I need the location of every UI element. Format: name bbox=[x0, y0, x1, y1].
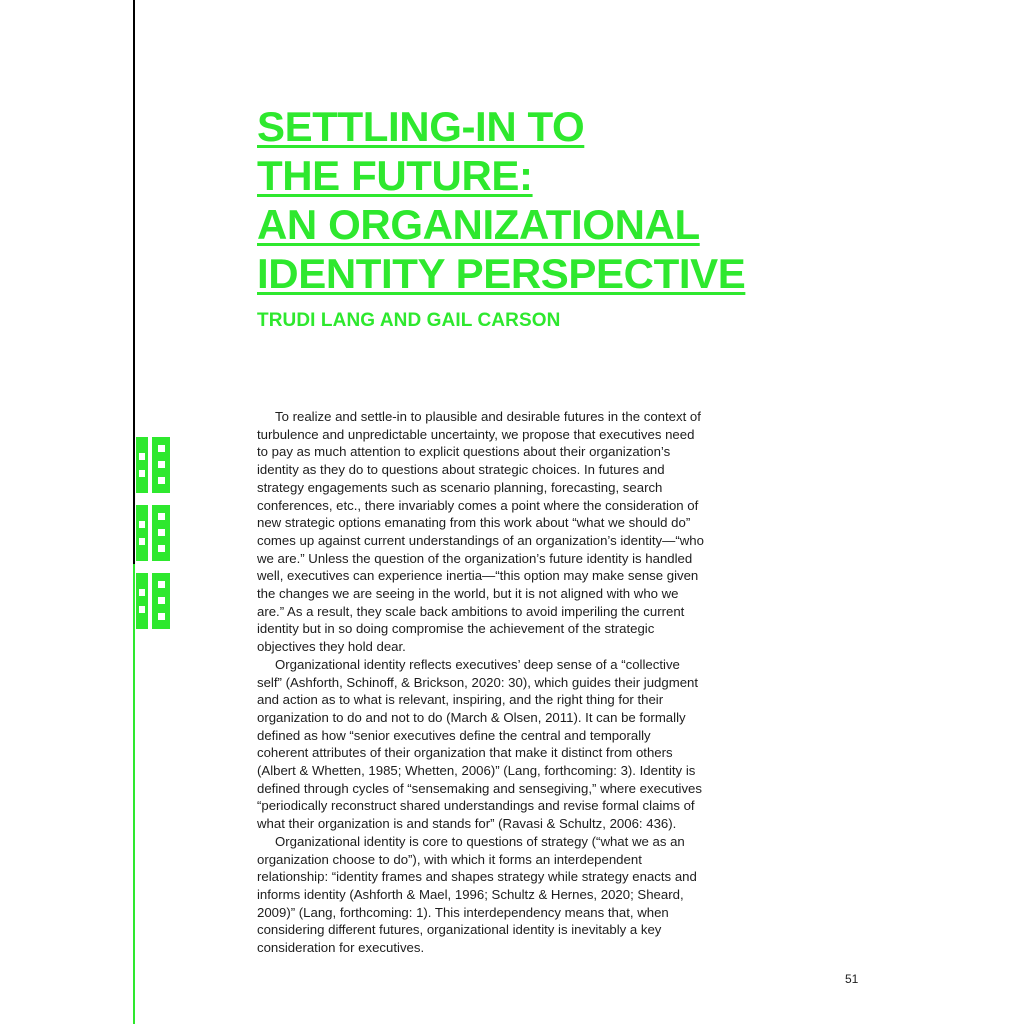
body-paragraph-2: Organizational identity reflects executives’ deep sense of a “collective self” (Ashforth, Schinoff, & Brickson, 2020: 30), which guides their judgment and action as to what is relevant, inspiring, and the right thing for their organization to do and not to do (March & Olsen, 2011). It can be formally defined as how “senior executives define the central and temporally coherent attributes of their organization that make it distinct from others (Albert & Whetten, 1985; Whetten, 2006)” (Lang, forthcoming: 3). Identity is defined through cycles of “sensemaking and sensegiving,” where executives “periodically reconstruct shared understandings and revise formal claims of what their organization is and stands for” (Ravasi & Schultz, 2006: 436). bbox=[257, 656, 702, 832]
author-byline: TRUDI LANG AND GAIL CARSON bbox=[257, 310, 561, 331]
decorative-green-blocks bbox=[136, 437, 170, 645]
body-paragraph-3: Organizational identity is core to questions of strategy (“what we as an organization choose to do”), with which it forms an interdependent relationship: “identity frames and shapes strategy while strategy enacts and informs identity (Ashforth & Mael, 1996; Schultz & Hernes, 2020; Sheard, 2009)” (Lang, forthcoming: 1). This interdependency means that, when considering different futures, organizational identity is inevitably a key consideration for executives. bbox=[257, 833, 697, 956]
title-line-3: AN ORGANIZATIONAL bbox=[257, 201, 700, 249]
title-line-2: THE FUTURE: bbox=[257, 152, 533, 200]
left-margin-rule-black bbox=[133, 0, 135, 564]
title-line-4: IDENTITY PERSPECTIVE bbox=[257, 250, 746, 298]
title-line-1: SETTLING-IN TO bbox=[257, 103, 585, 151]
body-paragraph-1: To realize and settle-in to plausible and desirable futures in the context of turbulence and unpredictable uncertainty, we propose that executives need to pay as much attention to explicit questions about their organization’s identity as they do to questions about strategic choices. In futures and strategy engagements such as scenario planning, forecasting, search conferences, etc., there invariably comes a point where the consideration of new strategic options emanating from this work about “what we should do” comes up against current understandings of an organization’s identity—“who we are.” Unless the question of the organization’s future identity is handled well, executives can experience inertia—“this option may make sense given the changes we are seeing in the world, but it is not aligned with who we are.” As a result, they scale back ambitions to avoid imperiling the current identity but in so doing compromise the achievement of the strategic objectives they hold dear. bbox=[257, 409, 704, 655]
page-number: 51 bbox=[845, 972, 859, 986]
left-margin-rule-green bbox=[133, 564, 135, 1024]
page-title bbox=[257, 102, 817, 298]
article-body bbox=[257, 408, 704, 957]
